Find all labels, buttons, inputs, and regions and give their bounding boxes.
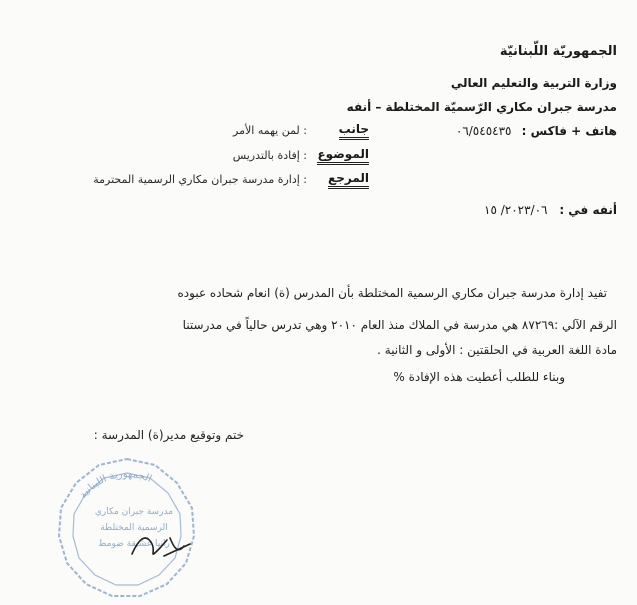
stamp-line-3: رانيا عشيقة ضومط: [98, 539, 170, 549]
to-value: : لمن يهمه الأمر: [233, 124, 307, 137]
body-line-4: وبناء للطلب أعطيت هذه الإفادة %: [393, 370, 565, 384]
stamp-line-1: مدرسة جبران مكاري: [94, 507, 174, 517]
ministry-heading: وزارة التربية والتعليم العالي: [450, 76, 617, 90]
subject-label: الموضوع: [317, 147, 369, 165]
date-label: أنفه في :: [559, 203, 617, 217]
subject-value: : إفادة بالتدريس: [232, 149, 307, 162]
stamp-line-2: الرسمية المختلطة: [100, 523, 168, 533]
phone-label: هاتف + فاكس :: [521, 124, 617, 138]
school-heading: مدرسة جبران مكاري الرّسميّة المختلطة – أنفه: [346, 100, 617, 114]
phone-fax: [456, 124, 617, 138]
school-stamp: [52, 456, 202, 601]
reference-label: المرجع: [328, 171, 369, 189]
republic-heading: الجمهوريّة اللّبنانيّة: [499, 44, 617, 59]
phone-number: ٠٦/٥٤٥٤٣٥: [455, 124, 512, 138]
to-label: جانب: [339, 122, 369, 140]
body-line-1: تفيد إدارة مدرسة جبران مكاري الرسمية المختلطة بأن المدرس (ة) انعام شحاده عبوده: [177, 286, 607, 300]
body-line-2: الرقم الآلي :٨٧٢٦٩ هي مدرسة في الملاك منذ العام ٢٠١٠ وهي تدرس حالياً في مدرستنا: [182, 318, 617, 332]
stamp-ring-text: الجمهورية اللبنانية: [77, 468, 154, 501]
date-line: [484, 203, 617, 217]
date-value: ٢٠٢٣/٠٦/ ١٥: [484, 203, 548, 217]
signature-label: ختم وتوقيع مدير(ة) المدرسة :: [93, 428, 244, 442]
school-stamp-svg: [52, 456, 202, 601]
body-line-3: مادة اللغة العربية في الحلقتين : الأولى و الثانية .: [377, 343, 617, 357]
reference-value: : إدارة مدرسة جبران مكاري الرسمية المحترمة: [93, 173, 307, 186]
